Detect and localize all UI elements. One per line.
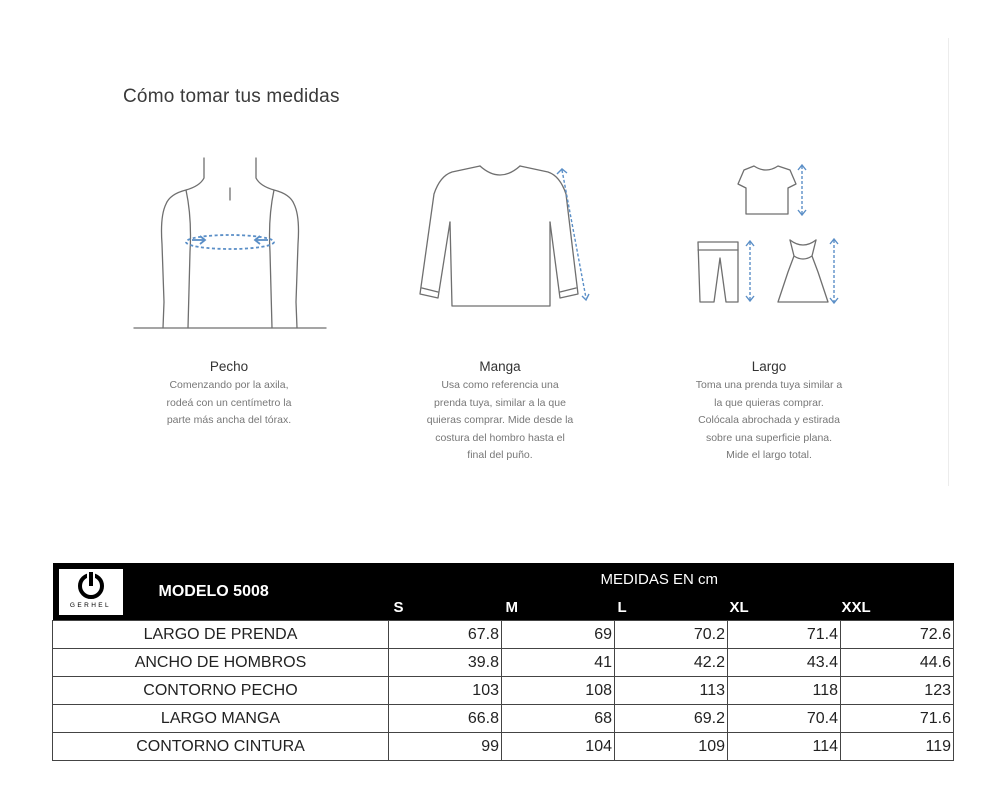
table-cell: 42.2 xyxy=(615,649,728,677)
sleeve-instructions xyxy=(400,359,600,465)
table-cell: 109 xyxy=(615,733,728,761)
table-row xyxy=(53,733,954,761)
table-cell: 67.8 xyxy=(389,621,502,649)
sleeve-desc: Usa como referencia una prenda tuya, similar a la que quieras comprar. Mide desde la costura del hombro hasta el final del puño. xyxy=(426,379,574,461)
chest-title: Pecho xyxy=(209,359,249,374)
table-cell: 119 xyxy=(841,733,954,761)
size-header-xxl: XXL xyxy=(841,599,871,616)
size-header-xl: XL xyxy=(729,599,749,616)
long-sleeve-shirt-icon xyxy=(412,160,592,310)
table-cell: 114 xyxy=(728,733,841,761)
table-cell: 71.4 xyxy=(728,621,841,649)
table-cell: 108 xyxy=(502,677,615,705)
chest-measure-illustration xyxy=(130,152,330,334)
chest-instructions xyxy=(129,359,329,430)
table-cell: 69 xyxy=(502,621,615,649)
chest-desc: Comenzando por la axila, rodeá con un centímetro la parte más ancha del tórax. xyxy=(166,379,292,426)
table-cell: 66.8 xyxy=(389,705,502,733)
size-header-s: S xyxy=(393,599,404,616)
size-header-m: M xyxy=(505,599,518,616)
brand-name: GERHEL xyxy=(69,602,112,609)
length-desc: Toma una prenda tuya similar a la que quieras comprar. Colócala abrochada y estirada sobre una superficie plana. Mide el largo total. xyxy=(695,379,843,461)
length-instructions xyxy=(669,359,869,465)
row-label: ANCHO DE HOMBROS xyxy=(53,649,389,677)
sleeve-measure-illustration xyxy=(412,160,592,310)
length-measure-illustration xyxy=(692,160,852,310)
row-label: LARGO MANGA xyxy=(53,705,389,733)
size-header-l: L xyxy=(617,599,627,616)
row-label: CONTORNO PECHO xyxy=(53,677,389,705)
table-cell: 103 xyxy=(389,677,502,705)
table-cell: 113 xyxy=(615,677,728,705)
table-cell: 44.6 xyxy=(841,649,954,677)
table-cell: 70.4 xyxy=(728,705,841,733)
length-title: Largo xyxy=(751,359,787,374)
table-row xyxy=(53,649,954,677)
table-cell: 104 xyxy=(502,733,615,761)
brand-logo xyxy=(59,569,123,615)
table-header xyxy=(53,563,954,621)
torso-outline-icon xyxy=(130,152,330,334)
table-cell: 68 xyxy=(502,705,615,733)
table-cell: 70.2 xyxy=(615,621,728,649)
table-cell: 43.4 xyxy=(728,649,841,677)
table-cell: 39.8 xyxy=(389,649,502,677)
page-title: Cómo tomar tus medidas xyxy=(123,86,340,107)
table-cell: 99 xyxy=(389,733,502,761)
table-row xyxy=(53,677,954,705)
model-label: MODELO 5008 xyxy=(158,583,269,600)
row-label: CONTORNO CINTURA xyxy=(53,733,389,761)
table-cell: 71.6 xyxy=(841,705,954,733)
size-table xyxy=(52,563,954,761)
table-cell: 41 xyxy=(502,649,615,677)
sleeve-title: Manga xyxy=(479,359,521,374)
garments-length-icon xyxy=(692,160,852,310)
table-cell: 123 xyxy=(841,677,954,705)
divider-line xyxy=(948,38,949,486)
table-row xyxy=(53,621,954,649)
power-logo-icon xyxy=(59,569,123,603)
table-row xyxy=(53,705,954,733)
table-cell: 69.2 xyxy=(615,705,728,733)
table-cell: 72.6 xyxy=(841,621,954,649)
table-cell: 118 xyxy=(728,677,841,705)
units-label: MEDIDAS EN cm xyxy=(600,571,719,588)
row-label: LARGO DE PRENDA xyxy=(53,621,389,649)
